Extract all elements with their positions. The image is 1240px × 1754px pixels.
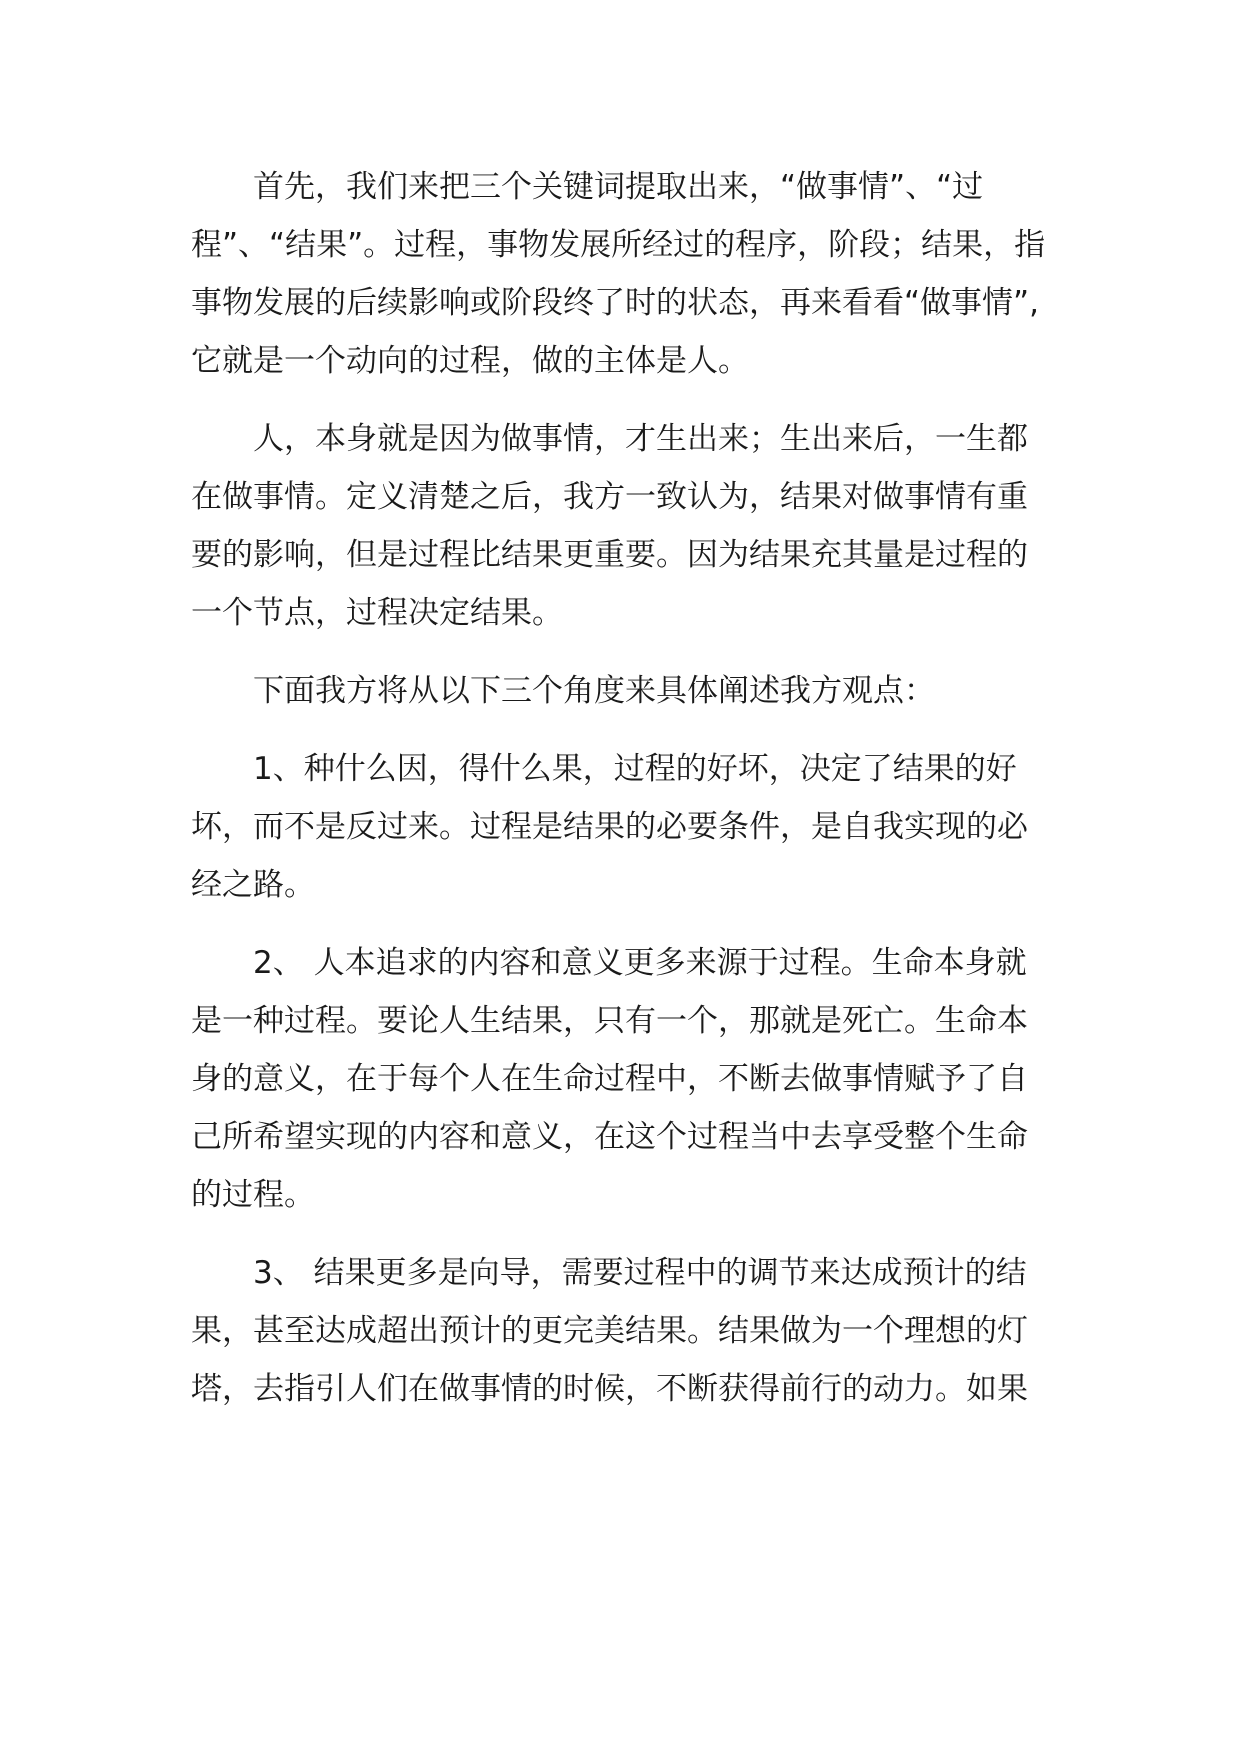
- paragraph-definition: 人，本身就是因为做事情，才生出来；生出来后，一生都在做事情。定义清楚之后，我方一致认为，结果对做事情有重要的影响，但是过程比结果更重要。因为结果充其量是过程的一个节点，过程决定结果。: [191, 421, 1028, 631]
- paragraph-point-1: 1、种什么因，得什么果，过程的好坏，决定了结果的好坏，而不是反过来。过程是结果的必要条件，是自我实现的必经之路。: [191, 751, 1028, 903]
- paragraph-intro: 首先，我们来把三个关键词提取出来，“做事情”、“过程”、“结果”。过程，事物发展所经过的程序，阶段；结果，指事物发展的后续影响或阶段终了时的状态，再来看看“做事情”,它就是一个动向的过程，做的主体是人。: [191, 169, 1046, 379]
- document-body: [191, 158, 1053, 1438]
- paragraph-point-3: 3、 结果更多是向导，需要过程中的调节来达成预计的结果，甚至达成超出预计的更完美结果。结果做为一个理想的灯塔，去指引人们在做事情的时候，不断获得前行的动力。如果: [191, 1255, 1028, 1407]
- paragraph-point-2: 2、 人本追求的内容和意义更多来源于过程。生命本身就是一种过程。要论人生结果，只有一个，那就是死亡。生命本身的意义，在于每个人在生命过程中，不断去做事情赋予了自己所希望实现的内容和意义，在这个过程当中去享受整个生命: [191, 945, 1028, 1155]
- paragraph-outline: 下面我方将从以下三个角度来具体阐述我方观点：: [253, 673, 935, 709]
- paragraph-point-2-tail: 的过程。: [191, 1177, 315, 1213]
